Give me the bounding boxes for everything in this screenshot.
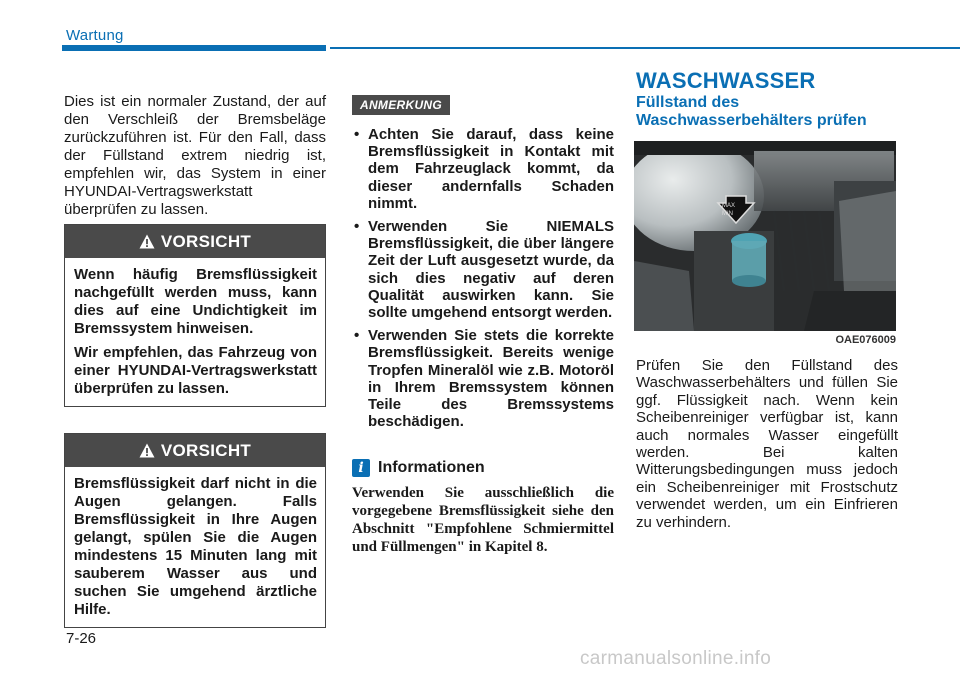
note-item: • Verwenden Sie NIEMALS Bremsflüssigkeit, die über längere Zeit der Luft ausgesetzt wurde, da sich dies negativ auf deren Qualität auswirken kann. Sie sollte umgehend entsorgt werden. [352, 218, 614, 321]
intro-paragraph: Dies ist ein normaler Zustand, der auf den Verschleiß der Bremsbeläge zurückzuführen ist. Für den Fall, dass der Füllstand extrem niedrig ist, empfehlen wir, das System in einer HYUNDAI-Vertragswerkstatt überprüfen zu lassen. [64, 93, 326, 218]
caution-paragraph: Wir empfehlen, das Fahrzeug von einer HYUNDAI-Vertragswerkstatt überprüfen zu lassen. [74, 344, 317, 397]
info-title: Informationen [378, 459, 485, 476]
caution-box-2 [64, 433, 326, 628]
sub-title-line: Waschwasserbehälters prüfen [636, 112, 867, 129]
caution-box-header [65, 434, 325, 467]
caution-title: VORSICHT [160, 231, 252, 251]
info-text: Verwenden Sie ausschließlich die vorgegebene Bremsflüssigkeit siehe den Abschnitt "Empfohlene Schmiermittel und Füllmengen" in Kapitel 8. [352, 485, 614, 555]
header-rule [330, 47, 960, 49]
photo-label-min: MIN [722, 211, 733, 217]
photo-code: OAE076009 [835, 334, 896, 346]
warning-triangle-icon [139, 234, 155, 249]
photo-label-max: MAX [722, 203, 736, 209]
header-bar [62, 45, 326, 51]
page-number: 7-26 [66, 630, 97, 647]
section-title: WASCHWASSER [636, 68, 816, 93]
note-item: • Verwenden Sie stets die korrekte Bremsflüssigkeit. Bereits wenige Tropfen Mineralöl wie z.B. Motoröl in Ihrem Bremssystem können Teile des Bremssystems beschädigen. [352, 327, 614, 430]
info-icon: i [352, 459, 370, 477]
section-header: Wartung [66, 27, 124, 44]
sub-title-line: Füllstand des [636, 94, 740, 111]
caution-box-header [65, 225, 325, 258]
caution-body [65, 467, 325, 627]
info-heading [352, 459, 614, 477]
note-item: • Achten Sie darauf, dass keine Bremsflüssigkeit in Kontakt mit dem Fahrzeuglack kommt, da dieser andernfalls Schaden nimmt. [352, 126, 614, 212]
note-badge: ANMERKUNG [352, 95, 450, 115]
caution-body [65, 258, 325, 406]
caution-title: VORSICHT [160, 440, 252, 460]
right-paragraph: Prüfen Sie den Füllstand des Waschwasserbehälters und füllen Sie ggf. Flüssigkeit nach. Wenn kein Scheibenreiniger verfügbar ist, kann auch normales Wasser eingefüllt werden. Bei kalten Witterungsbedingungen muss jedoch ein Scheibenreiniger mit Frostschutz verwendet werden, um ein Einfrieren zu verhindern. [636, 357, 898, 531]
warning-triangle-icon [139, 443, 155, 458]
caution-paragraph: Bremsflüssigkeit darf nicht in die Augen gelangen. Falls Bremsflüssigkeit in Ihre Augen gelangt, spülen Sie die Augen mindestens 15 Minuten lang mit sauberem Wasser aus und suchen Sie umgehend ärztliche Hilfe. [74, 475, 317, 618]
watermark: carmanualsonline.info [580, 648, 772, 669]
engine-bay-photo [634, 141, 896, 331]
caution-paragraph: Wenn häufig Bremsflüssigkeit nachgefüllt werden muss, kann dies auf eine Undichtigkeit im Bremssystem hinweisen. [74, 266, 317, 337]
note-list [352, 126, 614, 436]
engine-bay-illustration [634, 141, 896, 331]
caution-box-1 [64, 224, 326, 407]
sub-title [636, 94, 898, 130]
